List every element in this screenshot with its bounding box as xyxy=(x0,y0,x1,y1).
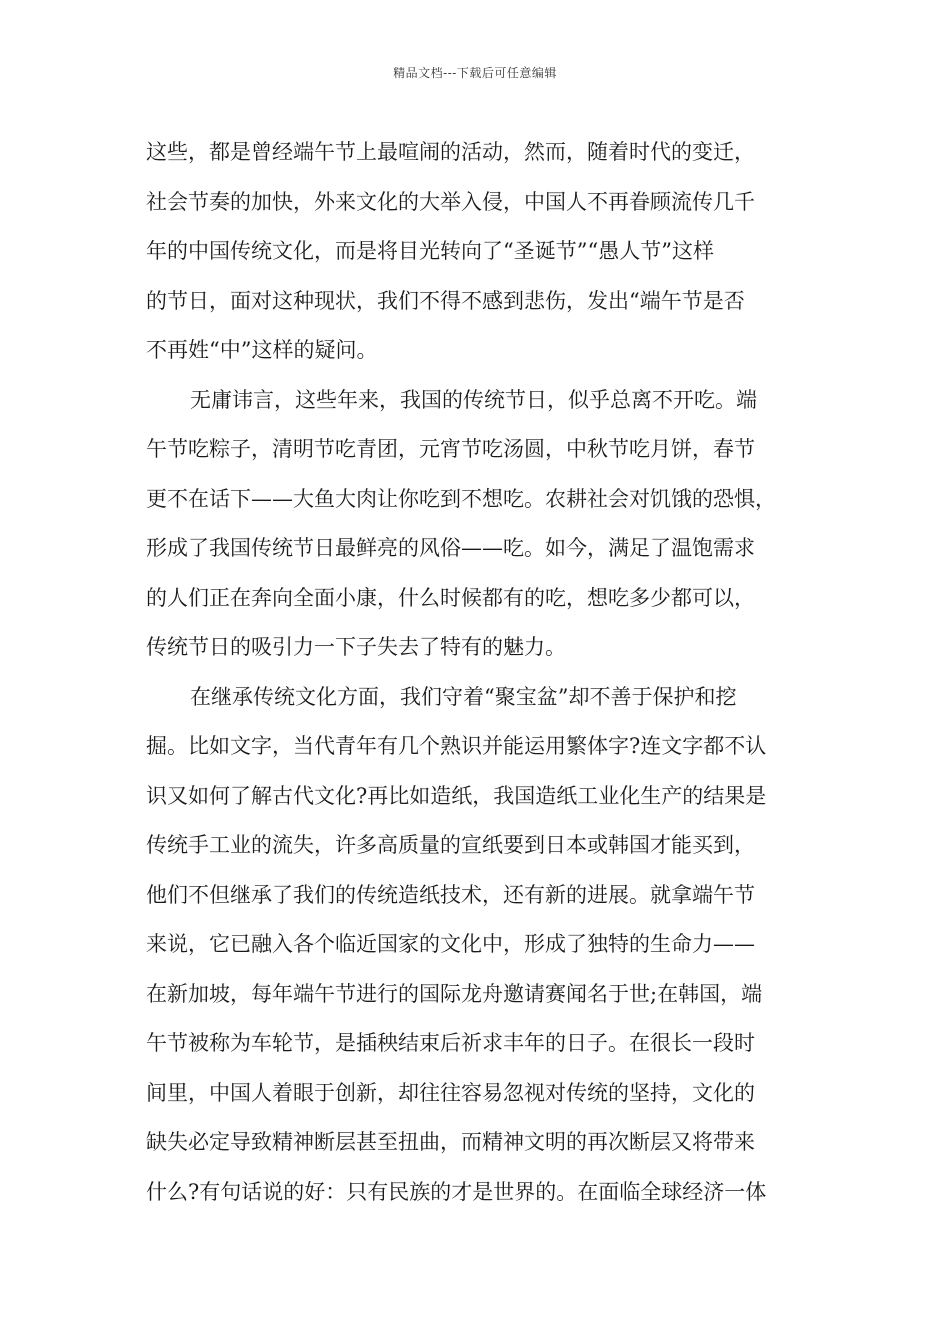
text-line: 的节日，面对这种现状，我们不得不感到悲伤，发出“端午节是否 xyxy=(146,288,745,313)
text-line: 的人们正在奔向全面小康，什么时候都有的吃，想吃多少都可以， xyxy=(146,585,755,610)
text-line: 在继承传统文化方面，我们守着“聚宝盆”却不善于保护和挖 xyxy=(190,684,737,709)
text-line: 什么?有句话说的好：只有民族的才是世界的。在面临全球经济一体 xyxy=(146,1179,767,1204)
text-line: 无庸讳言，这些年来，我国的传统节日，似乎总离不开吃。端 xyxy=(190,387,757,412)
text-line: 来说，它已融入各个临近国家的文化中，形成了独特的生命力—— xyxy=(146,932,755,956)
paragraph xyxy=(146,128,826,376)
text-line: 传统手工业的流失，许多高质量的宣纸要到日本或韩国才能买到， xyxy=(146,833,755,857)
text-line: 不再姓“中”这样的疑问。 xyxy=(146,338,378,362)
text-line: 午节吃粽子，清明节吃青团，元宵节吃汤圆，中秋节吃月饼，春节 xyxy=(146,437,755,461)
text-line: 午节被称为车轮节，是插秧结束后祈求丰年的日子。在很长一段时 xyxy=(146,1031,755,1055)
text-line: 形成了我国传统节日最鲜亮的风俗——吃。如今，满足了温饱需求 xyxy=(146,536,755,560)
text-line: 识又如何了解古代文化?再比如造纸，我国造纸工业化生产的结果是 xyxy=(146,783,767,808)
text-line: 这些，都是曾经端午节上最喧闹的活动，然而，随着时代的变迁， xyxy=(146,140,755,164)
paragraph xyxy=(146,673,826,1218)
page-header: 精品文档---下载后可任意编辑 xyxy=(393,66,557,80)
text-line: 间里，中国人着眼于创新，却往往容易忽视对传统的坚持，文化的 xyxy=(146,1080,755,1105)
text-line: 更不在话下——大鱼大肉让你吃到不想吃。农耕社会对饥饿的恐惧， xyxy=(146,486,776,511)
text-line: 年的中国传统文化，而是将目光转向了“圣诞节”“愚人节”这样 xyxy=(146,239,714,263)
text-line: 在新加坡，每年端午节进行的国际龙舟邀请赛闻名于世;在韩国，端 xyxy=(146,981,763,1006)
text-line: 传统节日的吸引力一下子失去了特有的魅力。 xyxy=(146,635,566,659)
text-line: 他们不但继承了我们的传统造纸技术，还有新的进展。就拿端午节 xyxy=(146,882,755,907)
text-line: 缺失必定导致精神断层甚至扭曲，而精神文明的再次断层又将带来 xyxy=(146,1130,755,1154)
paragraph xyxy=(146,376,826,673)
document-body xyxy=(146,128,826,1217)
text-line: 社会节奏的加快，外来文化的大举入侵，中国人不再眷顾流传几千 xyxy=(146,189,755,214)
text-line: 掘。比如文字，当代青年有几个熟识并能运用繁体字?连文字都不认 xyxy=(146,734,767,758)
